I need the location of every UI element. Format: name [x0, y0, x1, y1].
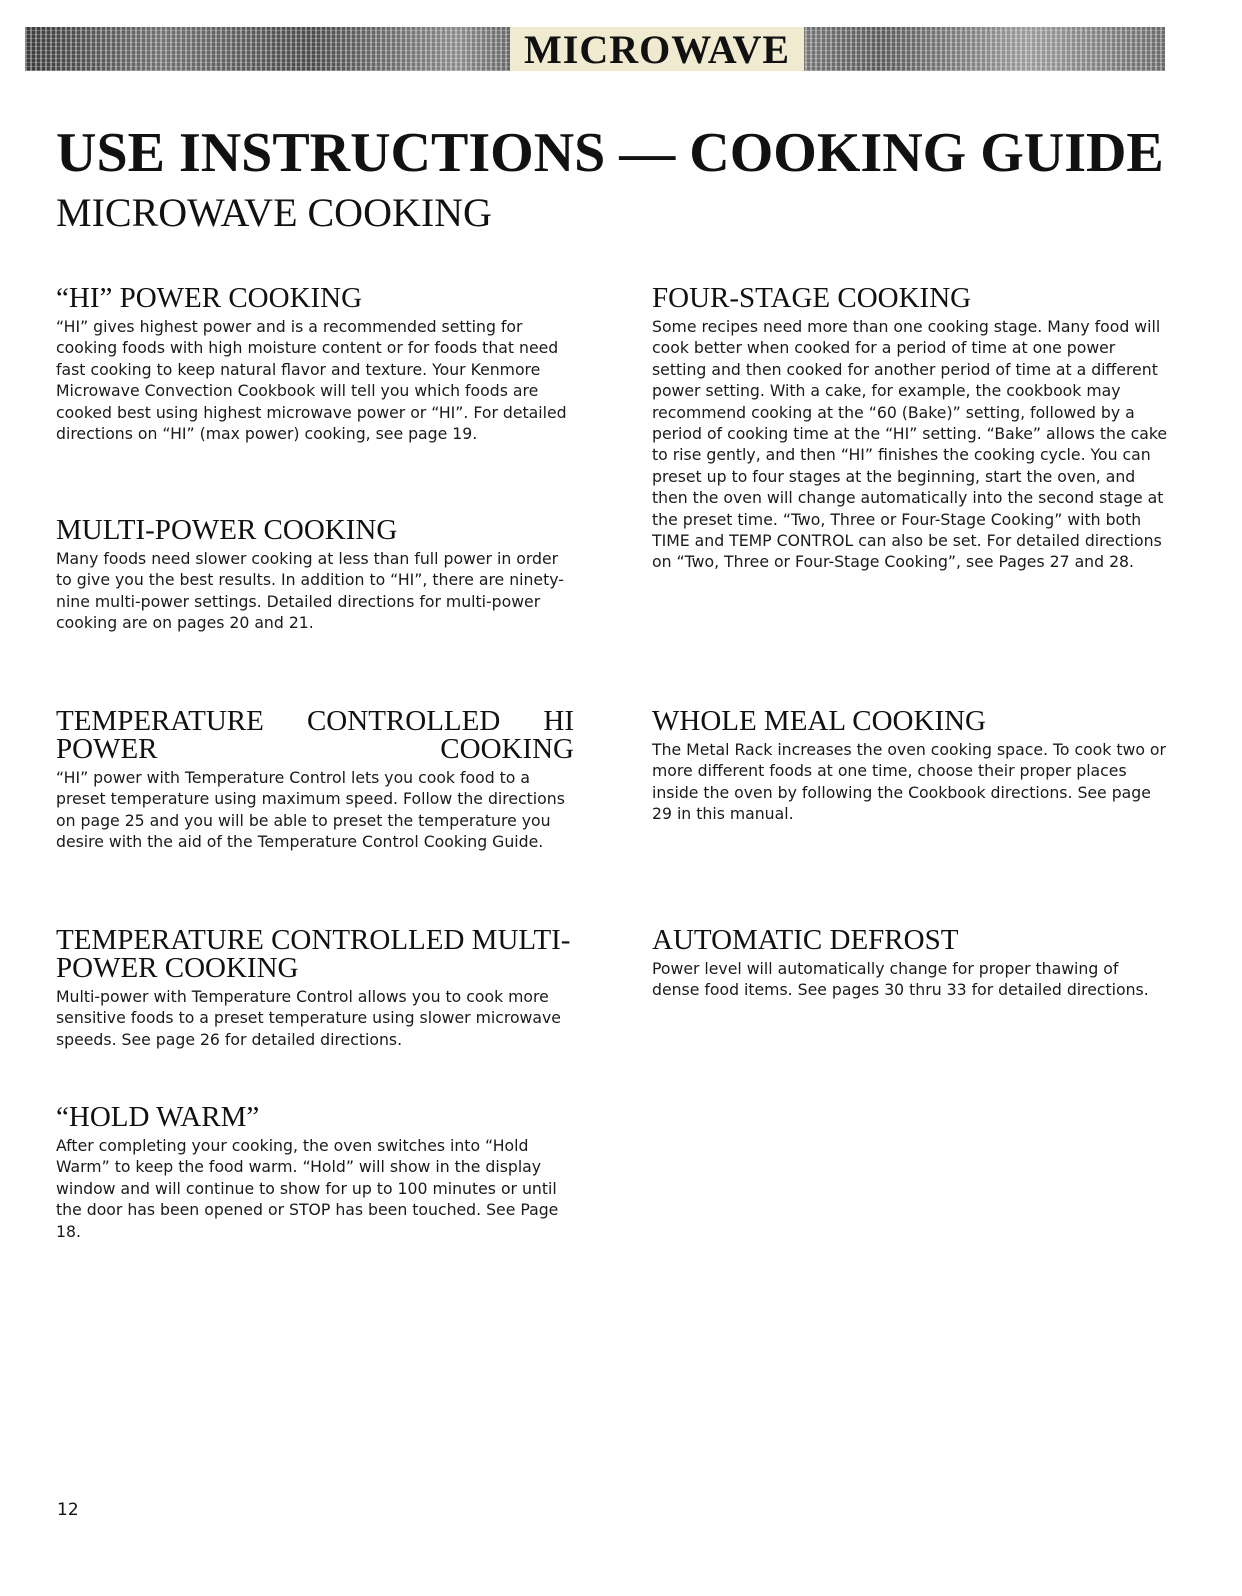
page-title: USE INSTRUCTIONS — COOKING GUIDE — [56, 122, 1164, 184]
section-heading: FOUR-STAGE COOKING — [652, 282, 972, 314]
section-hold-warm — [56, 1103, 574, 1242]
section-body: Many foods need slower cooking at less than full power in order to give you the best results. In addition to “HI”, there are ninety-nine multi-power settings. Detailed directions for multi-power cooking are on pages 20 and 21. — [56, 549, 564, 633]
section-auto-defrost — [652, 926, 1170, 1001]
section-body: The Metal Rack increases the oven cooking space. To cook two or more different foods at one time, choose their proper places inside the oven by following the Cookbook directions. See page 29 in this manual. — [652, 740, 1166, 824]
section-heading: WHOLE MEAL COOKING — [652, 705, 986, 737]
section-temp-multi-power — [56, 926, 574, 1050]
section-heading: MULTI-POWER COOKING — [56, 514, 398, 546]
section-heading: “HOLD WARM” — [56, 1101, 260, 1133]
page-subtitle: MICROWAVE COOKING — [56, 190, 492, 235]
section-body: “HI” power with Temperature Control lets you cook food to a preset temperature using maximum speed. Follow the directions on page 25 and you will be able to preset the temperature you desire with the aid of the Temperature Control Cooking Guide. — [56, 768, 565, 852]
section-heading: AUTOMATIC DEFROST — [652, 924, 959, 956]
section-hi-power — [56, 284, 574, 444]
section-multi-power — [56, 516, 574, 634]
section-four-stage — [652, 284, 1170, 573]
section-body: After completing your cooking, the oven switches into “Hold Warm” to keep the food warm. “Hold” will show in the display window and will continue to show for up to 100 minutes or until the door has been opened or STOP has been touched. See Page 18. — [56, 1136, 559, 1241]
section-temp-hi-power — [56, 707, 574, 853]
section-whole-meal — [652, 707, 1170, 825]
section-heading: TEMPERATURE CONTROLLED MULTI-POWER COOKING — [56, 924, 571, 984]
section-body: Some recipes need more than one cooking stage. Many food will cook better when cooked for a period of time at one power setting and then cooked for another period of time at a different power setting. With a cake, for example, the cookbook may recommend cooking at the “60 (Bake)” setting, followed by a period of cooking time at the “HI” setting. “Bake” allows the cake to rise gently, and then “HI” finishes the cooking cycle. You can preset up to four stages at the beginning, start the oven, and then the oven will change automatically into the second stage at the preset time. “Two, Three or Four-Stage Cooking” with both TIME and TEMP CONTROL can also be set. For detailed directions on “Two, Three or Four-Stage Cooking”, see Pages 27 and 28. — [652, 317, 1168, 572]
microwave-banner — [25, 27, 1165, 71]
section-body: “HI” gives highest power and is a recommended setting for cooking foods with high moisture content or for foods that need fast cooking to keep natural flavor and texture. Your Kenmore Microwave Convection Cookbook will tell you which foods are cooked best using highest microwave power or “HI”. For detailed directions on “HI” (max power) cooking, see page 19. — [56, 317, 567, 444]
section-body: Power level will automatically change for proper thawing of dense food items. See pages 30 thru 33 for detailed directions. — [652, 959, 1149, 1000]
section-heading: TEMPERATURE CONTROLLED HI POWER COOKING — [56, 705, 574, 765]
section-heading: “HI” POWER COOKING — [56, 282, 363, 314]
page-number: 12 — [57, 1500, 79, 1520]
banner-label: MICROWAVE — [510, 27, 804, 71]
section-body: Multi-power with Temperature Control allows you to cook more sensitive foods to a preset temperature using slower microwave speeds. See page 26 for detailed directions. — [56, 987, 561, 1049]
